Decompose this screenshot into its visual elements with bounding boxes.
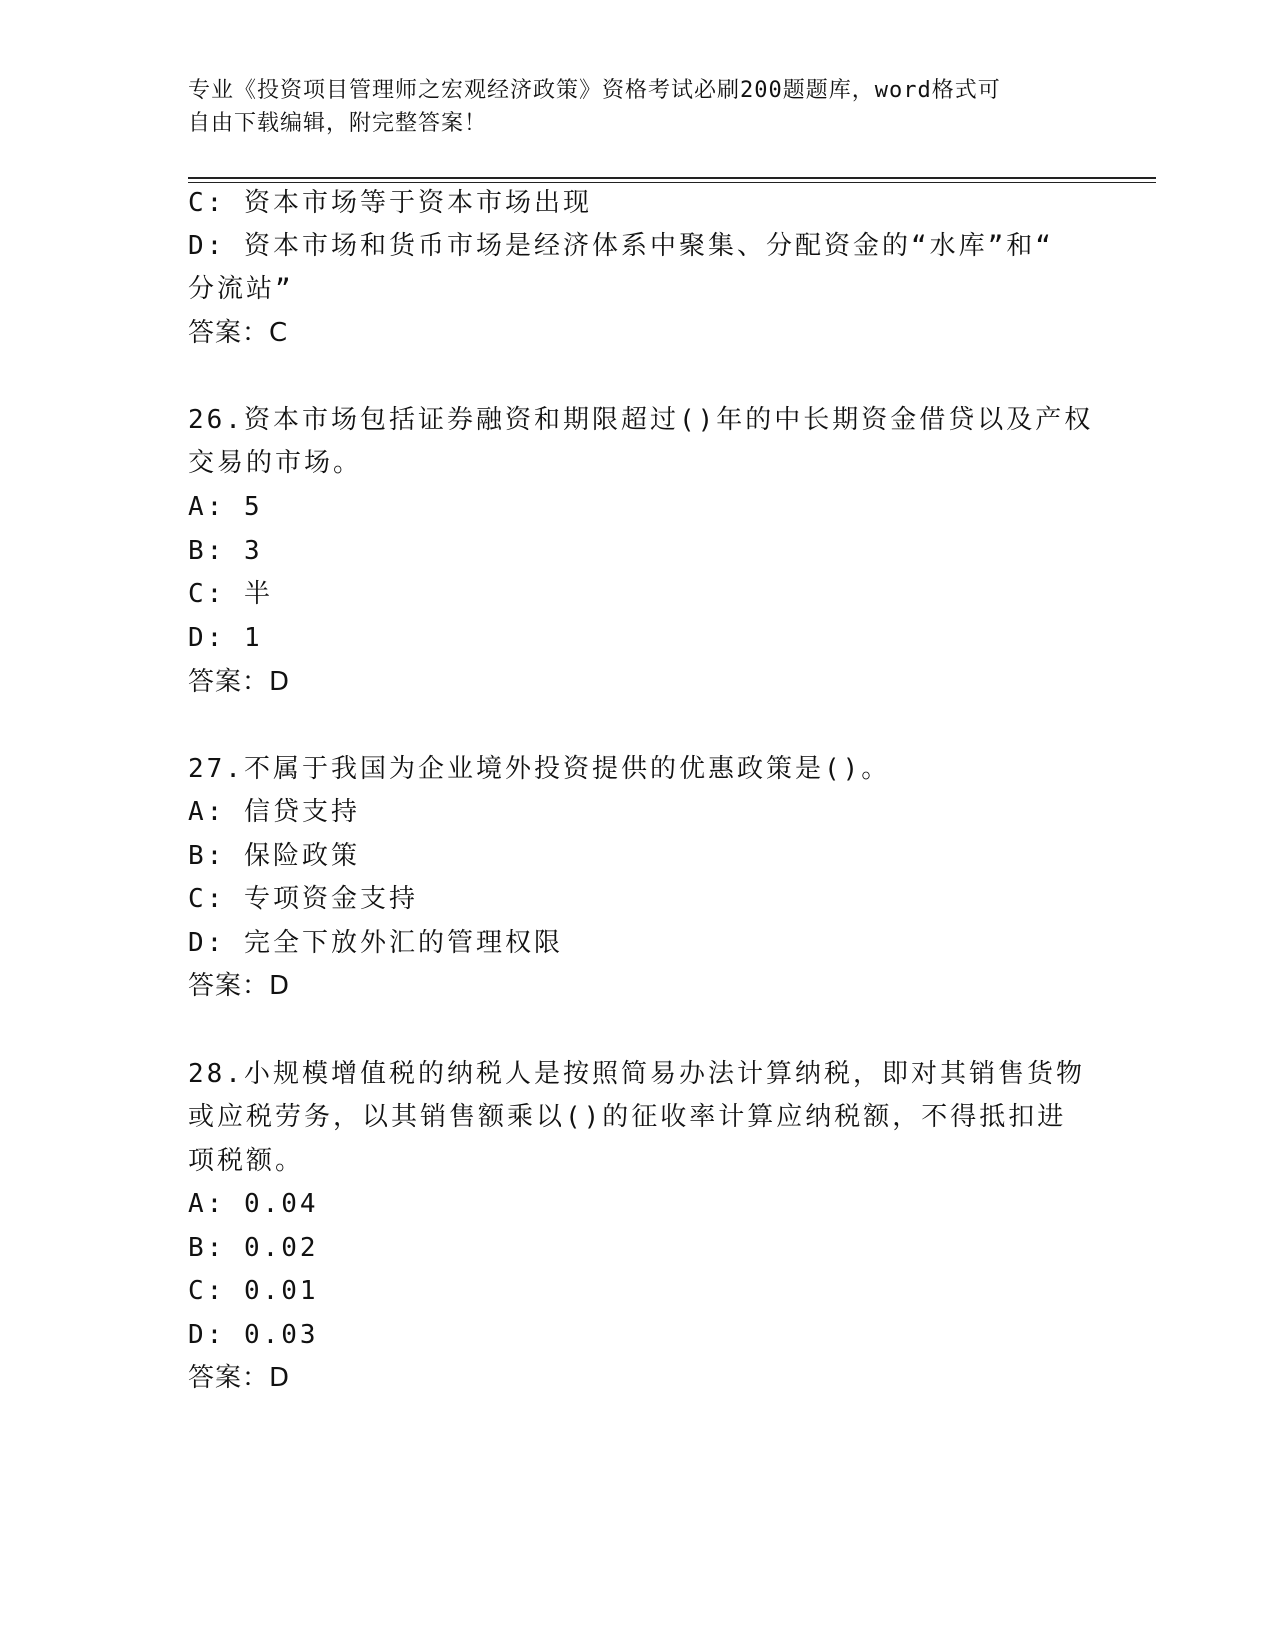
header-title-line-1: 专业《投资项目管理师之宏观经济政策》资格考试必刷200题题库，word格式可	[188, 78, 1001, 103]
prev-answer: 答案：C	[188, 318, 289, 348]
q26-answer: 答案：D	[188, 667, 291, 697]
prev-option-d-line-2: 分流站”	[188, 274, 294, 304]
q28-option-a: A: 0.04	[188, 1189, 319, 1219]
q28-option-d: D: 0.03	[188, 1320, 319, 1350]
q28-stem-line-1: 28.小规模增值税的纳税人是按照简易办法计算纳税，即对其销售货物	[188, 1059, 1085, 1089]
q27-stem-line-1: 27.不属于我国为企业境外投资提供的优惠政策是()。	[188, 754, 891, 784]
prev-option-d-line-1: D: 资本市场和货币市场是经济体系中聚集、分配资金的“水库”和“	[188, 231, 1054, 261]
q27-answer: 答案：D	[188, 971, 291, 1001]
q26-option-c: C: 半	[188, 579, 273, 609]
document-header	[188, 74, 1088, 140]
q28-option-c: C: 0.01	[188, 1276, 319, 1306]
q26-stem-line-2: 交易的市场。	[188, 448, 363, 478]
header-title-line-2: 自由下载编辑，附完整答案！	[188, 111, 488, 136]
q28-stem-line-2: 或应税劳务，以其销售额乘以()的征收率计算应纳税额，不得抵扣进	[188, 1102, 1067, 1132]
q27-option-a: A: 信贷支持	[188, 797, 360, 827]
prev-option-c: C: 资本市场等于资本市场出现	[188, 188, 592, 218]
q26-option-b: B: 3	[188, 536, 263, 566]
q27-option-b: B: 保险政策	[188, 841, 360, 871]
q27-option-c: C: 专项资金支持	[188, 884, 418, 914]
q28-stem-line-3: 项税额。	[188, 1146, 305, 1176]
q26-option-a: A: 5	[188, 492, 263, 522]
header-divider-thick	[188, 177, 1156, 179]
q27-option-d: D: 完全下放外汇的管理权限	[188, 928, 563, 958]
q28-option-b: B: 0.02	[188, 1233, 319, 1263]
q26-option-d: D: 1	[188, 623, 263, 653]
q26-stem-line-1: 26.资本市场包括证券融资和期限超过()年的中长期资金借贷以及产权	[188, 405, 1094, 435]
q28-answer: 答案：D	[188, 1363, 291, 1393]
